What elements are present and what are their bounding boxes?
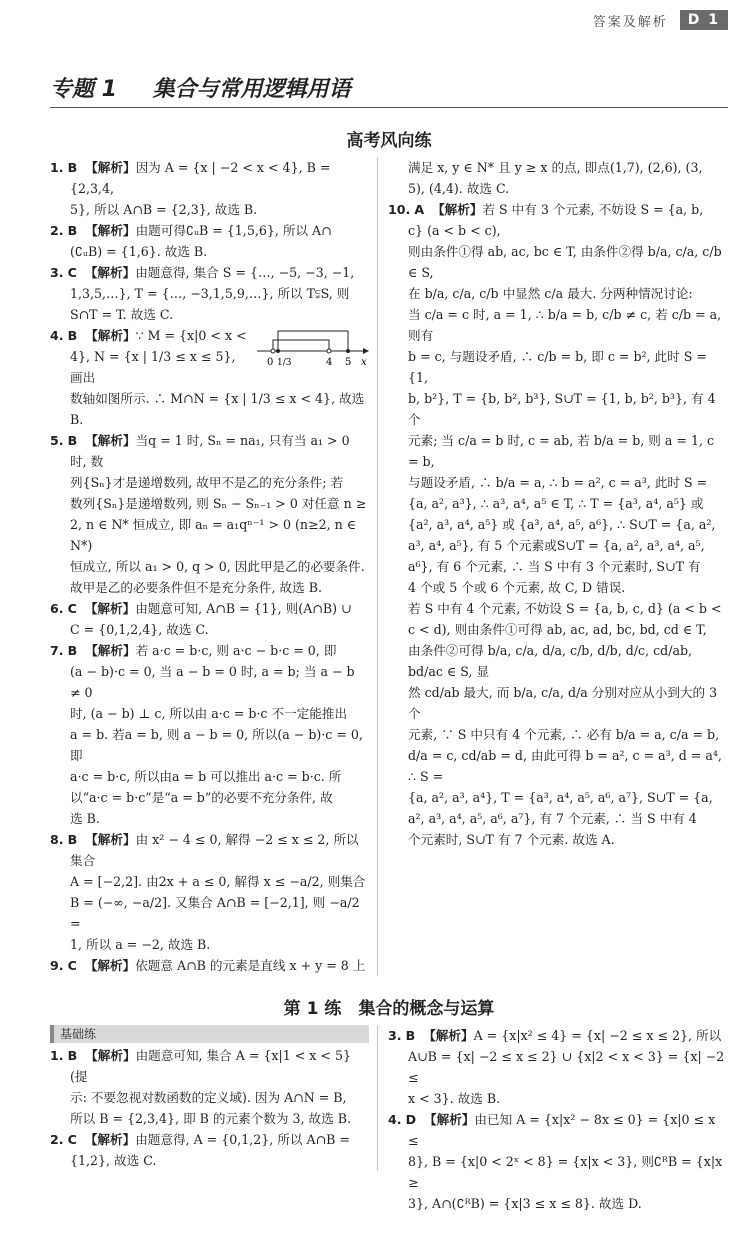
answer-line (388, 472, 728, 493)
answer-line (50, 1108, 369, 1129)
answer-line (50, 724, 369, 766)
item-number: 3. (50, 265, 64, 280)
answer-item (388, 1109, 728, 1151)
answer-text: A∪B = {x| −2 ≤ x ≤ 2} ∪ {x|2 < x < 3} = {x| −2 ≤ (408, 1049, 725, 1085)
answer-line (388, 493, 728, 514)
analysis-tag: 【解析】 (84, 1132, 136, 1147)
answer-choice: B (67, 160, 78, 175)
answer-text: 依题意 A∩B 的元素是直线 x + y = 8 上 (135, 958, 366, 973)
answer-text: S∩T = T. 故选 C. (70, 307, 174, 322)
answer-text: B = (−∞, −a/2]. 又集合 A∩B = [−2,1], 则 −a/2 = (70, 895, 360, 931)
answer-text: 若 S 中有 3 个元素, 不妨设 S = {a, b, (482, 202, 704, 217)
answer-choice: B (405, 1028, 416, 1043)
answer-text: a = b. 若a = b, 则 a − b = 0, 所以(a − b)·c = 0, 即 (70, 727, 363, 763)
answer-line (388, 220, 728, 241)
answer-line (388, 388, 728, 430)
answer-line (50, 556, 369, 577)
answer-line (388, 1088, 728, 1109)
answer-text: {a, a², a³}, ∴ a³, a⁴, a⁵ ∈ T, ∴ T = {a³, a⁴, a⁵} 或 (408, 496, 704, 511)
answer-text: 8}, B = {x|0 < 2ˣ < 8} = {x|x < 3}, 则∁ᴿB = {x|x ≥ (408, 1154, 723, 1190)
analysis-tag: 【解析】 (85, 832, 136, 847)
analysis-tag: 【解析】 (85, 223, 136, 238)
answer-text: a², a³, a⁴, a⁵, a⁶, a⁷}, 有 7 个元素, ∴ 当 S 中有 4 (408, 811, 697, 826)
answer-text: c < d), 则由条件①可得 ab, ac, ad, bc, bd, cd ∈ T, (408, 622, 707, 637)
answer-text: 数列{Sₙ}是递增数列, 则 Sₙ − Sₙ₋₁ > 0 对任意 n ≥ (70, 496, 367, 511)
answer-text: c} (a < b < c), (408, 223, 501, 238)
answer-line (50, 304, 369, 325)
answer-item (50, 955, 369, 976)
answer-block (50, 1045, 369, 1129)
answer-item (388, 1025, 728, 1046)
answer-text: 由题意得, 集合 S = {…, −5, −3, −1, (135, 265, 355, 280)
answer-line (388, 304, 728, 346)
answer-block (50, 640, 369, 829)
answer-line (388, 619, 728, 640)
answer-block (50, 955, 369, 976)
axis-label: x (361, 357, 367, 368)
answer-line (50, 1087, 369, 1108)
number-line-diagram (257, 327, 369, 371)
item-number: 6. (50, 601, 64, 616)
right-column (378, 157, 728, 850)
answer-block (50, 1129, 369, 1171)
answer-text: 由题意可知, 集合 A = {x|1 < x < 5} (提 (70, 1048, 351, 1084)
answer-line (388, 724, 728, 745)
answer-line (388, 346, 728, 388)
answer-text: 时, (a − b) ⊥ c, 所以由 a·c = b·c 不一定能推出 (70, 706, 348, 721)
answer-text: 数轴如图所示. ∴ M∩N = {x | 1/3 ≤ x < 4}, 故选 B. (70, 391, 365, 427)
answer-line (50, 283, 369, 304)
answer-text: 1,3,5,…}, T = {…, −3,1,5,9,…}, 所以 T⫋S, 则 (70, 286, 350, 301)
analysis-tag: 【解析】 (423, 1028, 474, 1043)
answer-line (50, 577, 369, 598)
answer-line (50, 1150, 369, 1171)
analysis-tag: 【解析】 (85, 160, 136, 175)
answer-line (50, 661, 369, 703)
answer-block (388, 199, 728, 850)
item-number: 10. (388, 202, 411, 217)
answer-item (50, 430, 369, 472)
answer-line (50, 871, 369, 892)
analysis-tag: 【解析】 (424, 1112, 475, 1127)
analysis-tag: 【解析】 (85, 643, 136, 658)
item-number: 4. (50, 328, 64, 343)
answer-text: 列{Sₙ}才是递增数列, 故甲不是乙的充分条件; 若 (70, 475, 344, 490)
topic-title (50, 72, 728, 108)
answer-text: 4}, N = {x | 1/3 ≤ x ≤ 5}, 画出 (70, 349, 236, 385)
answer-text: 个元素时, S∪T 有 7 个元素. 故选 A. (408, 832, 615, 847)
answer-text: 恒成立, 所以 a₁ > 0, q > 0, 因此甲是乙的必要条件. (70, 559, 365, 574)
tick-label: 5 (345, 357, 352, 368)
answer-line (50, 808, 369, 829)
analysis-tag: 【解析】 (84, 601, 136, 616)
answer-text: A = [−2,2]. 由2x + a ≤ 0, 解得 x ≤ −a/2, 则集合 (70, 874, 366, 889)
answer-text: 示: 不要忽视对数函数的定义域). 因为 A∩N = B, (70, 1090, 347, 1105)
answer-item (388, 199, 728, 220)
answer-line (50, 241, 369, 262)
answer-line (388, 556, 728, 577)
answer-line (50, 619, 369, 640)
answer-text: 所以 B = {2,3,4}, 即 B 的元素个数为 3, 故选 B. (70, 1111, 351, 1126)
answer-text: 与题设矛盾, ∴ b/a = a, ∴ b = a², c = a³, 此时 S = (408, 475, 708, 490)
answer-choice: D (405, 1112, 417, 1127)
answer-text: 以“a·c = b·c”是“a = b”的必要不充分条件, 故 (70, 790, 333, 805)
set-m-bracket (273, 340, 329, 351)
analysis-tag: 【解析】 (84, 958, 136, 973)
answer-line (50, 199, 369, 220)
answer-block (50, 262, 369, 325)
answer-item (50, 829, 369, 871)
answer-text: A = {x|x² ≤ 4} = {x| −2 ≤ x ≤ 2}, 所以 (473, 1028, 722, 1043)
answer-text: 满足 x, y ∈ N* 且 y ≥ x 的点, 即点(1,7), (2,6), (3, (408, 160, 703, 175)
answer-text: 由条件②可得 b/a, c/a, d/a, c/b, d/b, d/c, cd/ab, bd/ac ∈ S, 显 (408, 643, 693, 679)
answer-item (50, 220, 369, 241)
answer-line (388, 829, 728, 850)
header-label: 答案及解析 (592, 14, 668, 30)
answer-text: {1,2}, 故选 C. (70, 1153, 157, 1168)
answer-block (50, 157, 369, 220)
basic-left-column (50, 1025, 378, 1171)
answer-line (388, 808, 728, 829)
answer-text: 当 c/a = c 时, a = 1, ∴ b/a = b, c/b ≠ c, 若 c/b = a, 则有 (408, 307, 722, 343)
topic-name: 集合与常用逻辑用语 (152, 77, 351, 102)
answer-text: a·c = b·c, 所以由a = b 可以推出 a·c = b·c. 所 (70, 769, 342, 784)
answer-choice: B (67, 433, 78, 448)
answer-text: 元素; 当 c/a = b 时, c = ab, 若 b/a = b, 则 a = 1, c = b, (408, 433, 715, 469)
answer-line (388, 1193, 728, 1214)
answer-item (50, 640, 369, 661)
answer-text: 若 S 中有 4 个元素, 不妨设 S = {a, b, c, d} (a < b < (408, 601, 722, 616)
answer-item (50, 598, 369, 619)
answer-choice: C (67, 265, 77, 280)
answer-line (388, 640, 728, 682)
item-number: 2. (50, 1132, 64, 1147)
answer-line (388, 682, 728, 724)
answer-text: 若 a·c = b·c, 则 a·c − b·c = 0, 即 (135, 643, 337, 658)
answer-item (50, 157, 369, 199)
answer-line (50, 514, 369, 556)
answer-choice: C (67, 1132, 77, 1147)
analysis-tag: 【解析】 (85, 1048, 136, 1063)
answer-line (388, 178, 728, 199)
answer-text: 由题可得∁ᵤB = {1,5,6}, 所以 A∩ (135, 223, 332, 238)
item-number: 7. (50, 643, 64, 658)
answer-text: b, b²}, T = {b, b², b³}, S∪T = {1, b, b², b³}, 有 4 个 (408, 391, 716, 427)
item-number: 1. (50, 160, 64, 175)
answer-item (50, 1129, 369, 1150)
tick-label: 4 (326, 357, 333, 368)
section2-columns (50, 1025, 728, 1214)
subsection-basic: 基础练 (50, 1025, 369, 1043)
left-column (50, 157, 378, 976)
answer-text: 5), (4,4). 故选 C. (408, 181, 510, 196)
answer-text: 则由条件①得 ab, ac, bc ∈ T, 由条件②得 b/a, c/a, c/b ∈ S, (408, 244, 722, 280)
answer-block (388, 1109, 728, 1214)
page-header (50, 8, 728, 32)
open-point-4 (327, 349, 331, 353)
section-title-gaokao: 高考风向练 (346, 131, 432, 151)
answer-text: 由题意可知, A∩B = {1}, 则(A∩B) ∪ (135, 601, 352, 616)
answer-block (50, 325, 369, 430)
answer-line (388, 535, 728, 556)
tick-label: 1/3 (277, 358, 292, 368)
answer-line (388, 745, 728, 787)
topic-number: 专题 1 (50, 77, 117, 102)
answer-text: 由 x² − 4 ≤ 0, 解得 −2 ≤ x ≤ 2, 所以集合 (70, 832, 359, 868)
answer-text: 故甲是乙的必要条件但不是充分条件, 故选 B. (70, 580, 322, 595)
answer-line (388, 514, 728, 535)
answer-block (50, 430, 369, 598)
item-number: 5. (50, 433, 64, 448)
answer-choice: B (67, 328, 78, 343)
item-number: 3. (388, 1028, 402, 1043)
answer-text: b = c, 与题设矛盾, ∴ c/b = b, 即 c = b², 此时 S = {1, (408, 349, 707, 385)
answer-line (50, 388, 369, 430)
answer-item (50, 262, 369, 283)
answer-text: a⁶}, 有 6 个元素, ∴ 当 S 中有 3 个元素时, S∪T 有 (408, 559, 701, 574)
closed-point-third (276, 349, 280, 353)
answer-text: 5}, 所以 A∩B = {2,3}, 故选 B. (70, 202, 258, 217)
answer-block (388, 1025, 728, 1109)
answer-text: a³, a⁴, a⁵}, 有 5 个元素或S∪T = {a, a², a³, a⁴, a⁵, (408, 538, 705, 553)
analysis-tag: 【解析】 (84, 265, 136, 280)
answer-text: 然 cd/ab 最大, 而 b/a, c/a, d/a 分别对应从小到大的 3 个 (408, 685, 718, 721)
answer-line (50, 703, 369, 724)
answer-text: 2, n ∈ N* 恒成立, 即 aₙ = a₁qⁿ⁻¹ > 0 (n≥2, n ∈ N*) (70, 517, 357, 553)
answer-text: 选 B. (70, 811, 100, 826)
item-number: 2. (50, 223, 64, 238)
answer-item (50, 1045, 369, 1087)
answer-text: C = {0,1,2,4}, 故选 C. (70, 622, 209, 637)
answer-line (388, 1046, 728, 1088)
answer-choice: B (67, 643, 78, 658)
axis-arrow-icon (363, 348, 369, 354)
answer-line (50, 892, 369, 934)
answer-text: (a − b)·c = 0, 当 a − b = 0 时, a = b; 当 a − b ≠ 0 (70, 664, 355, 700)
answer-line (50, 787, 369, 808)
answer-choice: C (67, 601, 77, 616)
answer-text: x < 3}. 故选 B. (408, 1091, 501, 1106)
answer-text: 当q = 1 时, Sₙ = na₁, 只有当 a₁ > 0 时, 数 (70, 433, 350, 469)
answer-choice: B (67, 832, 78, 847)
answer-line (388, 1151, 728, 1193)
answer-line (388, 577, 728, 598)
answer-line (388, 787, 728, 808)
item-number: 4. (388, 1112, 402, 1127)
open-point-0 (271, 349, 275, 353)
item-number: 9. (50, 958, 64, 973)
closed-point-5 (346, 349, 350, 353)
answer-choice: C (67, 958, 77, 973)
answer-line (50, 934, 369, 955)
section1-columns (50, 157, 728, 976)
item-number: 8. (50, 832, 64, 847)
answer-block (388, 157, 728, 199)
answer-line (388, 157, 728, 178)
answer-text: 因为 A = {x | −2 < x < 4}, B = {2,3,4, (70, 160, 331, 196)
answer-text: 1, 所以 a = −2, 故选 B. (70, 937, 211, 952)
answer-text: 3}, A∩(∁ᴿB) = {x|3 ≤ x ≤ 8}. 故选 D. (408, 1196, 642, 1211)
answer-line (388, 598, 728, 619)
answer-line (388, 241, 728, 283)
analysis-tag: 【解析】 (85, 328, 136, 343)
answer-line (50, 493, 369, 514)
analysis-tag: 【解析】 (432, 202, 483, 217)
answer-text: 元素, ∵ S 中只有 4 个元素, ∴ 必有 b/a = a, c/a = b, (408, 727, 720, 742)
answer-text: {a², a³, a⁴, a⁵} 或 {a³, a⁴, a⁵, a⁶}, ∴ S∪T = {a, a², (408, 517, 716, 532)
tick-label: 0 (267, 357, 274, 368)
answer-text: 由已知 A = {x|x² − 8x ≤ 0} = {x|0 ≤ x ≤ (408, 1112, 716, 1148)
set-n-bracket (278, 331, 348, 351)
answer-block (50, 598, 369, 640)
answer-text: 4 个或 5 个或 6 个元素, 故 C, D 错误. (408, 580, 626, 595)
analysis-tag: 【解析】 (85, 433, 136, 448)
answer-line (388, 430, 728, 472)
answer-block (50, 220, 369, 262)
page-badge: D 1 (680, 10, 728, 30)
answer-text: d/a = c, cd/ab = d, 由此可得 b = a², c = a³, d = a⁴, ∴ S = (408, 748, 722, 784)
answer-line (50, 766, 369, 787)
answer-text: (∁ᵤB) = {1,6}. 故选 B. (70, 244, 208, 259)
answer-line (388, 283, 728, 304)
answer-text: 在 b/a, c/a, c/b 中显然 c/a 最大. 分两种情况讨论: (408, 286, 693, 301)
answer-text: ∵ M = {x|0 < x < (135, 328, 247, 343)
answer-choice: A (414, 202, 425, 217)
answer-text: 由题意得, A = {0,1,2}, 所以 A∩B = (135, 1132, 350, 1147)
basic-left-list (50, 1045, 369, 1171)
answer-block (50, 829, 369, 955)
section-title-practice: 第 1 练 集合的概念与运算 (283, 999, 495, 1019)
answer-choice: B (67, 1048, 78, 1063)
answer-line (50, 472, 369, 493)
item-number: 1. (50, 1048, 64, 1063)
answer-choice: B (67, 223, 78, 238)
basic-right-column (378, 1025, 728, 1214)
answer-text: {a, a², a³, a⁴}, T = {a³, a⁴, a⁵, a⁶, a⁷}, S∪T = {a, (408, 790, 713, 805)
